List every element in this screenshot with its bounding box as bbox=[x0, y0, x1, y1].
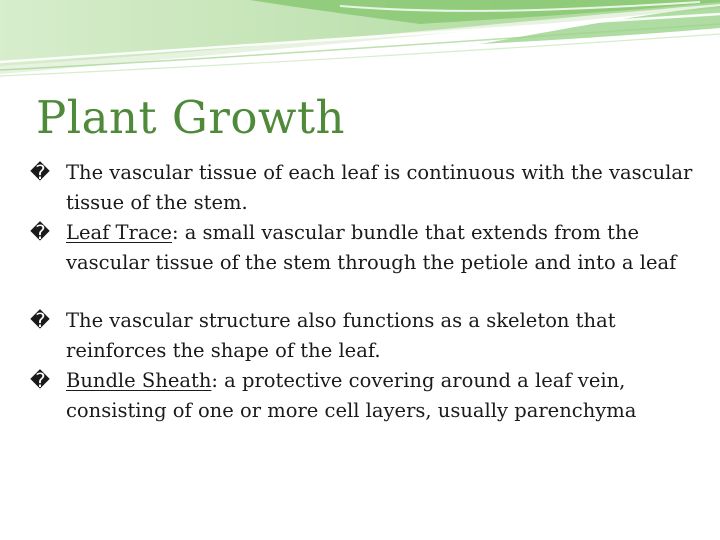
bullet-text: The vascular structure also functions as a skeleton that reinforces the shape of the leaf. bbox=[66, 309, 616, 362]
bullet-item bbox=[30, 306, 698, 366]
bullet-item bbox=[30, 218, 698, 278]
bullet-text: The vascular tissue of each leaf is continuous with the vascular tissue of the stem. bbox=[66, 161, 693, 214]
slide-title: Plant Growth bbox=[36, 91, 346, 144]
bullet-marker: � bbox=[30, 369, 50, 392]
term-leaf-trace: Leaf Trace bbox=[66, 221, 172, 244]
bullet-list bbox=[30, 158, 698, 426]
bullet-text: a protective covering around a leaf vein, consisting of one or more cell layers, usually parenchyma bbox=[66, 369, 637, 422]
bullet-marker: � bbox=[30, 161, 50, 184]
paragraph-gap bbox=[30, 278, 698, 306]
bullet-item bbox=[30, 158, 698, 218]
header-wave-decoration bbox=[0, 0, 720, 90]
bullet-text: a small vascular bundle that extends from the vascular tissue of the stem through the petiole and into a leaf bbox=[66, 221, 677, 274]
term-separator: : bbox=[211, 369, 218, 392]
term-separator: : bbox=[171, 221, 179, 244]
bullet-marker: � bbox=[30, 309, 50, 332]
bullet-item bbox=[30, 366, 698, 426]
term-bundle-sheath: Bundle Sheath bbox=[66, 369, 212, 392]
bullet-marker: � bbox=[30, 221, 50, 244]
